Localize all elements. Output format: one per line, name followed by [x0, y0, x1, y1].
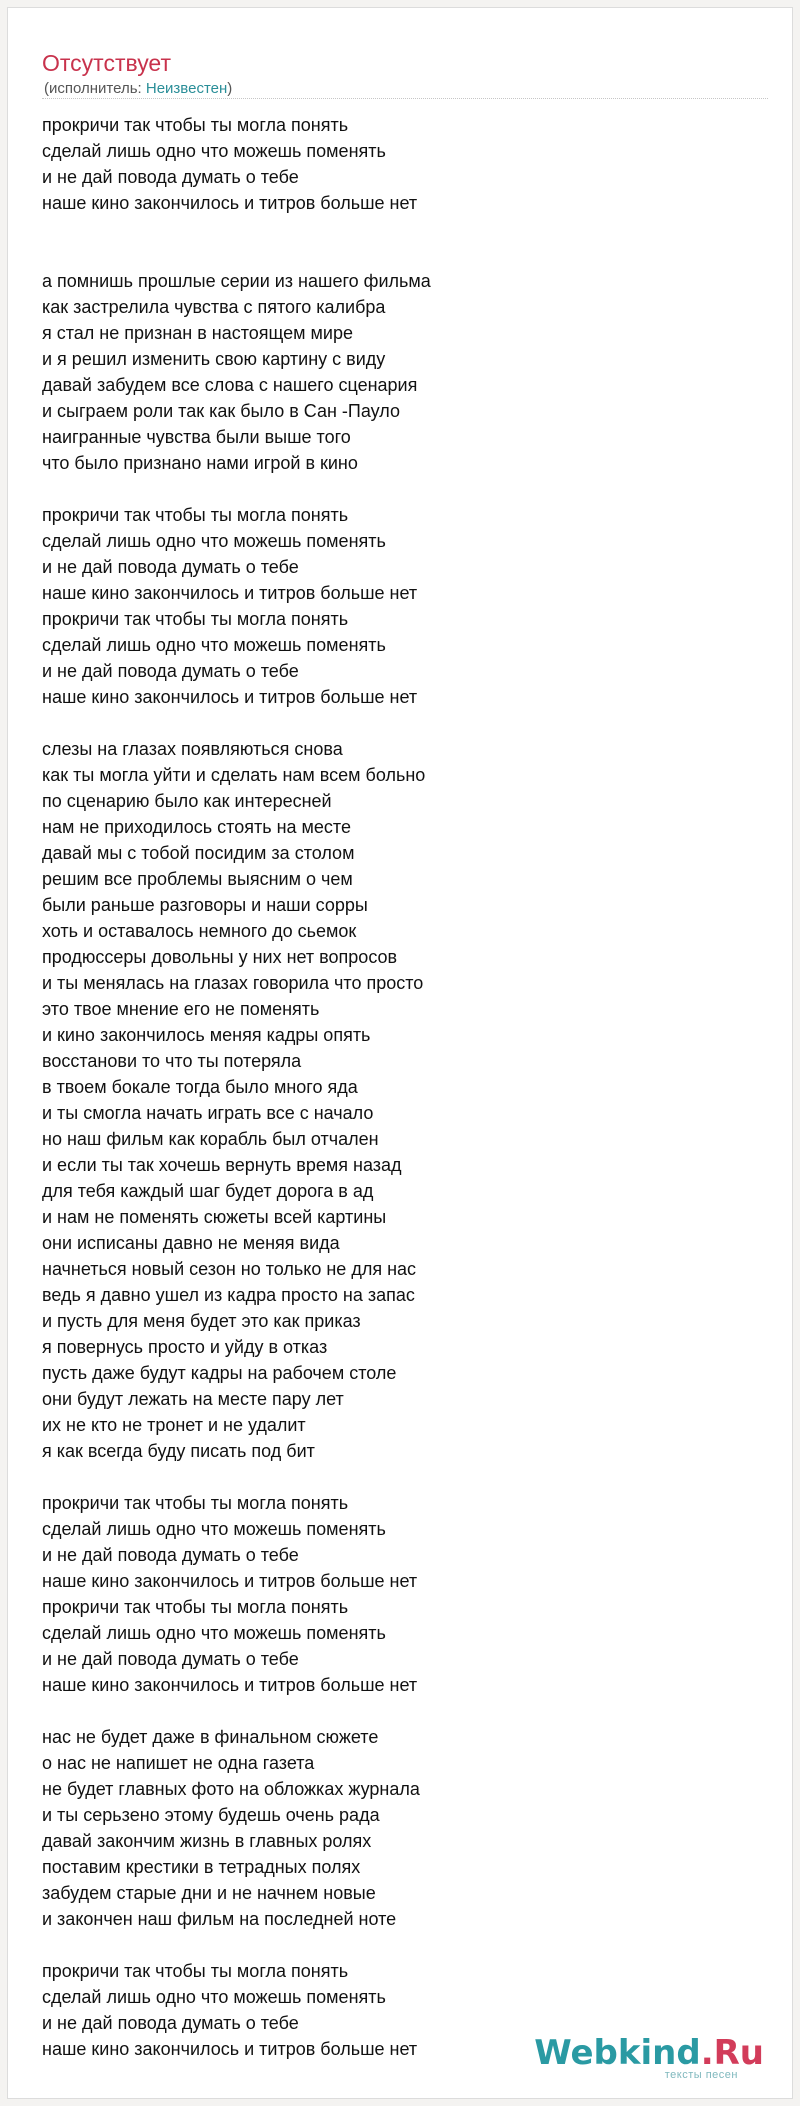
lyric-line: были раньше разговоры и наши сорры: [42, 895, 368, 915]
lyric-line: по сценарию было как интересней: [42, 791, 332, 811]
lyric-blank-line: [42, 710, 431, 736]
logo-tagline: тексты песен: [664, 2069, 738, 2081]
lyric-line: прокричи так чтобы ты могла понять: [42, 609, 349, 629]
artist-link[interactable]: Неизвестен: [145, 80, 228, 97]
lyric-line: забудем старые дни и не начнем новые: [42, 1883, 376, 1903]
lyric-line: и я решил изменить свою картину с виду: [42, 349, 386, 369]
lyric-line: сделай лишь одно что можешь поменять: [42, 635, 386, 655]
lyric-blank-line: [42, 1932, 431, 1958]
lyric-line: сделай лишь одно что можешь поменять: [42, 141, 386, 161]
lyric-line: я как всегда буду писать под бит: [42, 1441, 315, 1461]
logo-wordmark: [534, 2034, 764, 2072]
lyric-line: и не дай повода думать о тебе: [42, 661, 299, 681]
lyric-line: прокричи так чтобы ты могла понять: [42, 505, 349, 525]
lyric-line: нам не приходилось стоять на месте: [42, 817, 351, 837]
lyric-line: их не кто не тронет и не удалит: [42, 1415, 306, 1435]
lyric-line: я стал не признан в настоящем мире: [42, 323, 353, 343]
lyric-line: наше кино закончилось и титров больше нет: [42, 193, 418, 213]
lyric-line: наше кино закончилось и титров больше нет: [42, 1571, 418, 1591]
lyric-line: и если ты так хочешь вернуть время назад: [42, 1155, 402, 1175]
lyric-line: как застрелила чувства с пятого калибра: [42, 297, 386, 317]
lyric-line: не будет главных фото на обложках журнала: [42, 1779, 420, 1799]
lyric-line: о нас не напишет не одна газета: [42, 1753, 315, 1773]
lyric-line: наигранные чувства были выше того: [42, 427, 351, 447]
song-title: Отсутствует: [42, 50, 171, 76]
lyric-line: для тебя каждый шаг будет дорога в ад: [42, 1181, 374, 1201]
lyric-line: и не дай повода думать о тебе: [42, 2013, 299, 2033]
lyric-line: наше кино закончилось и титров больше нет: [42, 1675, 418, 1695]
lyric-line: давай закончим жизнь в главных ролях: [42, 1831, 372, 1851]
lyric-line: восстанови то что ты потеряла: [42, 1051, 302, 1071]
lyrics-page: [7, 7, 793, 2099]
lyric-line: решим все проблемы выясним о чем: [42, 869, 353, 889]
lyric-line: как ты могла уйти и сделать нам всем больно: [42, 765, 426, 785]
lyrics-text: [42, 112, 431, 2062]
title-divider: [42, 98, 768, 99]
lyric-line: они исписаны давно не меняя вида: [42, 1233, 340, 1253]
lyric-line: продюссеры довольны у них нет вопросов: [42, 947, 398, 967]
lyric-line: поставим крестики в тетрадных полях: [42, 1857, 361, 1877]
logo-main-text: Webkind: [534, 2033, 701, 2073]
lyric-line: наше кино закончилось и титров больше нет: [42, 687, 418, 707]
lyric-line: и сыграем роли так как было в Сан -Пауло: [42, 401, 400, 421]
lyric-line: и нам не поменять сюжеты всей картины: [42, 1207, 387, 1227]
logo-tld-text: .Ru: [700, 2033, 764, 2073]
lyric-line: и не дай повода думать о тебе: [42, 557, 299, 577]
lyric-line: наше кино закончилось и титров больше нет: [42, 2039, 418, 2059]
lyric-line: они будут лежать на месте пару лет: [42, 1389, 344, 1409]
lyric-line: я повернусь просто и уйду в отказ: [42, 1337, 328, 1357]
lyric-line: это твое мнение его не поменять: [42, 999, 320, 1019]
lyric-line: ведь я давно ушел из кадра просто на запас: [42, 1285, 415, 1305]
lyric-line: сделай лишь одно что можешь поменять: [42, 531, 386, 551]
lyric-line: сделай лишь одно что можешь поменять: [42, 1519, 386, 1539]
artist-prefix: (исполнитель:: [44, 80, 146, 97]
lyric-line: сделай лишь одно что можешь поменять: [42, 1987, 386, 2007]
lyric-line: и закончен наш фильм на последней ноте: [42, 1909, 397, 1929]
lyric-line: прокричи так чтобы ты могла понять: [42, 115, 349, 135]
lyric-line: прокричи так чтобы ты могла понять: [42, 1961, 349, 1981]
lyric-blank-line: [42, 216, 431, 242]
lyric-line: и не дай повода думать о тебе: [42, 1545, 299, 1565]
lyric-line: и пусть для меня будет это как приказ: [42, 1311, 361, 1331]
lyric-line: а помнишь прошлые серии из нашего фильма: [42, 271, 431, 291]
lyric-blank-line: [42, 1698, 431, 1724]
lyric-line: давай мы с тобой посидим за столом: [42, 843, 355, 863]
lyric-line: прокричи так чтобы ты могла понять: [42, 1597, 349, 1617]
lyric-line: и кино закончилось меняя кадры опять: [42, 1025, 371, 1045]
artist-line: [44, 80, 232, 98]
lyric-line: в твоем бокале тогда было много яда: [42, 1077, 358, 1097]
lyric-line: но наш фильм как корабль был отчален: [42, 1129, 379, 1149]
lyric-line: и ты менялась на глазах говорила что просто: [42, 973, 424, 993]
lyric-line: что было признано нами игрой в кино: [42, 453, 358, 473]
lyric-line: и не дай повода думать о тебе: [42, 167, 299, 187]
lyric-line: сделай лишь одно что можешь поменять: [42, 1623, 386, 1643]
lyric-line: хоть и оставалось немного до сьемок: [42, 921, 357, 941]
lyric-line: прокричи так чтобы ты могла понять: [42, 1493, 349, 1513]
lyric-blank-line: [42, 242, 431, 268]
lyric-line: наше кино закончилось и титров больше нет: [42, 583, 418, 603]
lyric-line: нас не будет даже в финальном сюжете: [42, 1727, 379, 1747]
lyric-line: начнеться новый сезон но только не для нас: [42, 1259, 417, 1279]
lyric-line: пусть даже будут кадры на рабочем столе: [42, 1363, 397, 1383]
lyric-line: и ты смогла начать играть все с начало: [42, 1103, 374, 1123]
site-logo[interactable]: [534, 2033, 764, 2084]
lyric-blank-line: [42, 1464, 431, 1490]
lyric-line: давай забудем все слова с нашего сценария: [42, 375, 418, 395]
artist-suffix: ): [227, 80, 233, 97]
lyric-line: слезы на глазах появляються снова: [42, 739, 343, 759]
lyric-blank-line: [42, 476, 431, 502]
lyric-line: и не дай повода думать о тебе: [42, 1649, 299, 1669]
lyric-line: и ты серьзено этому будешь очень рада: [42, 1805, 380, 1825]
